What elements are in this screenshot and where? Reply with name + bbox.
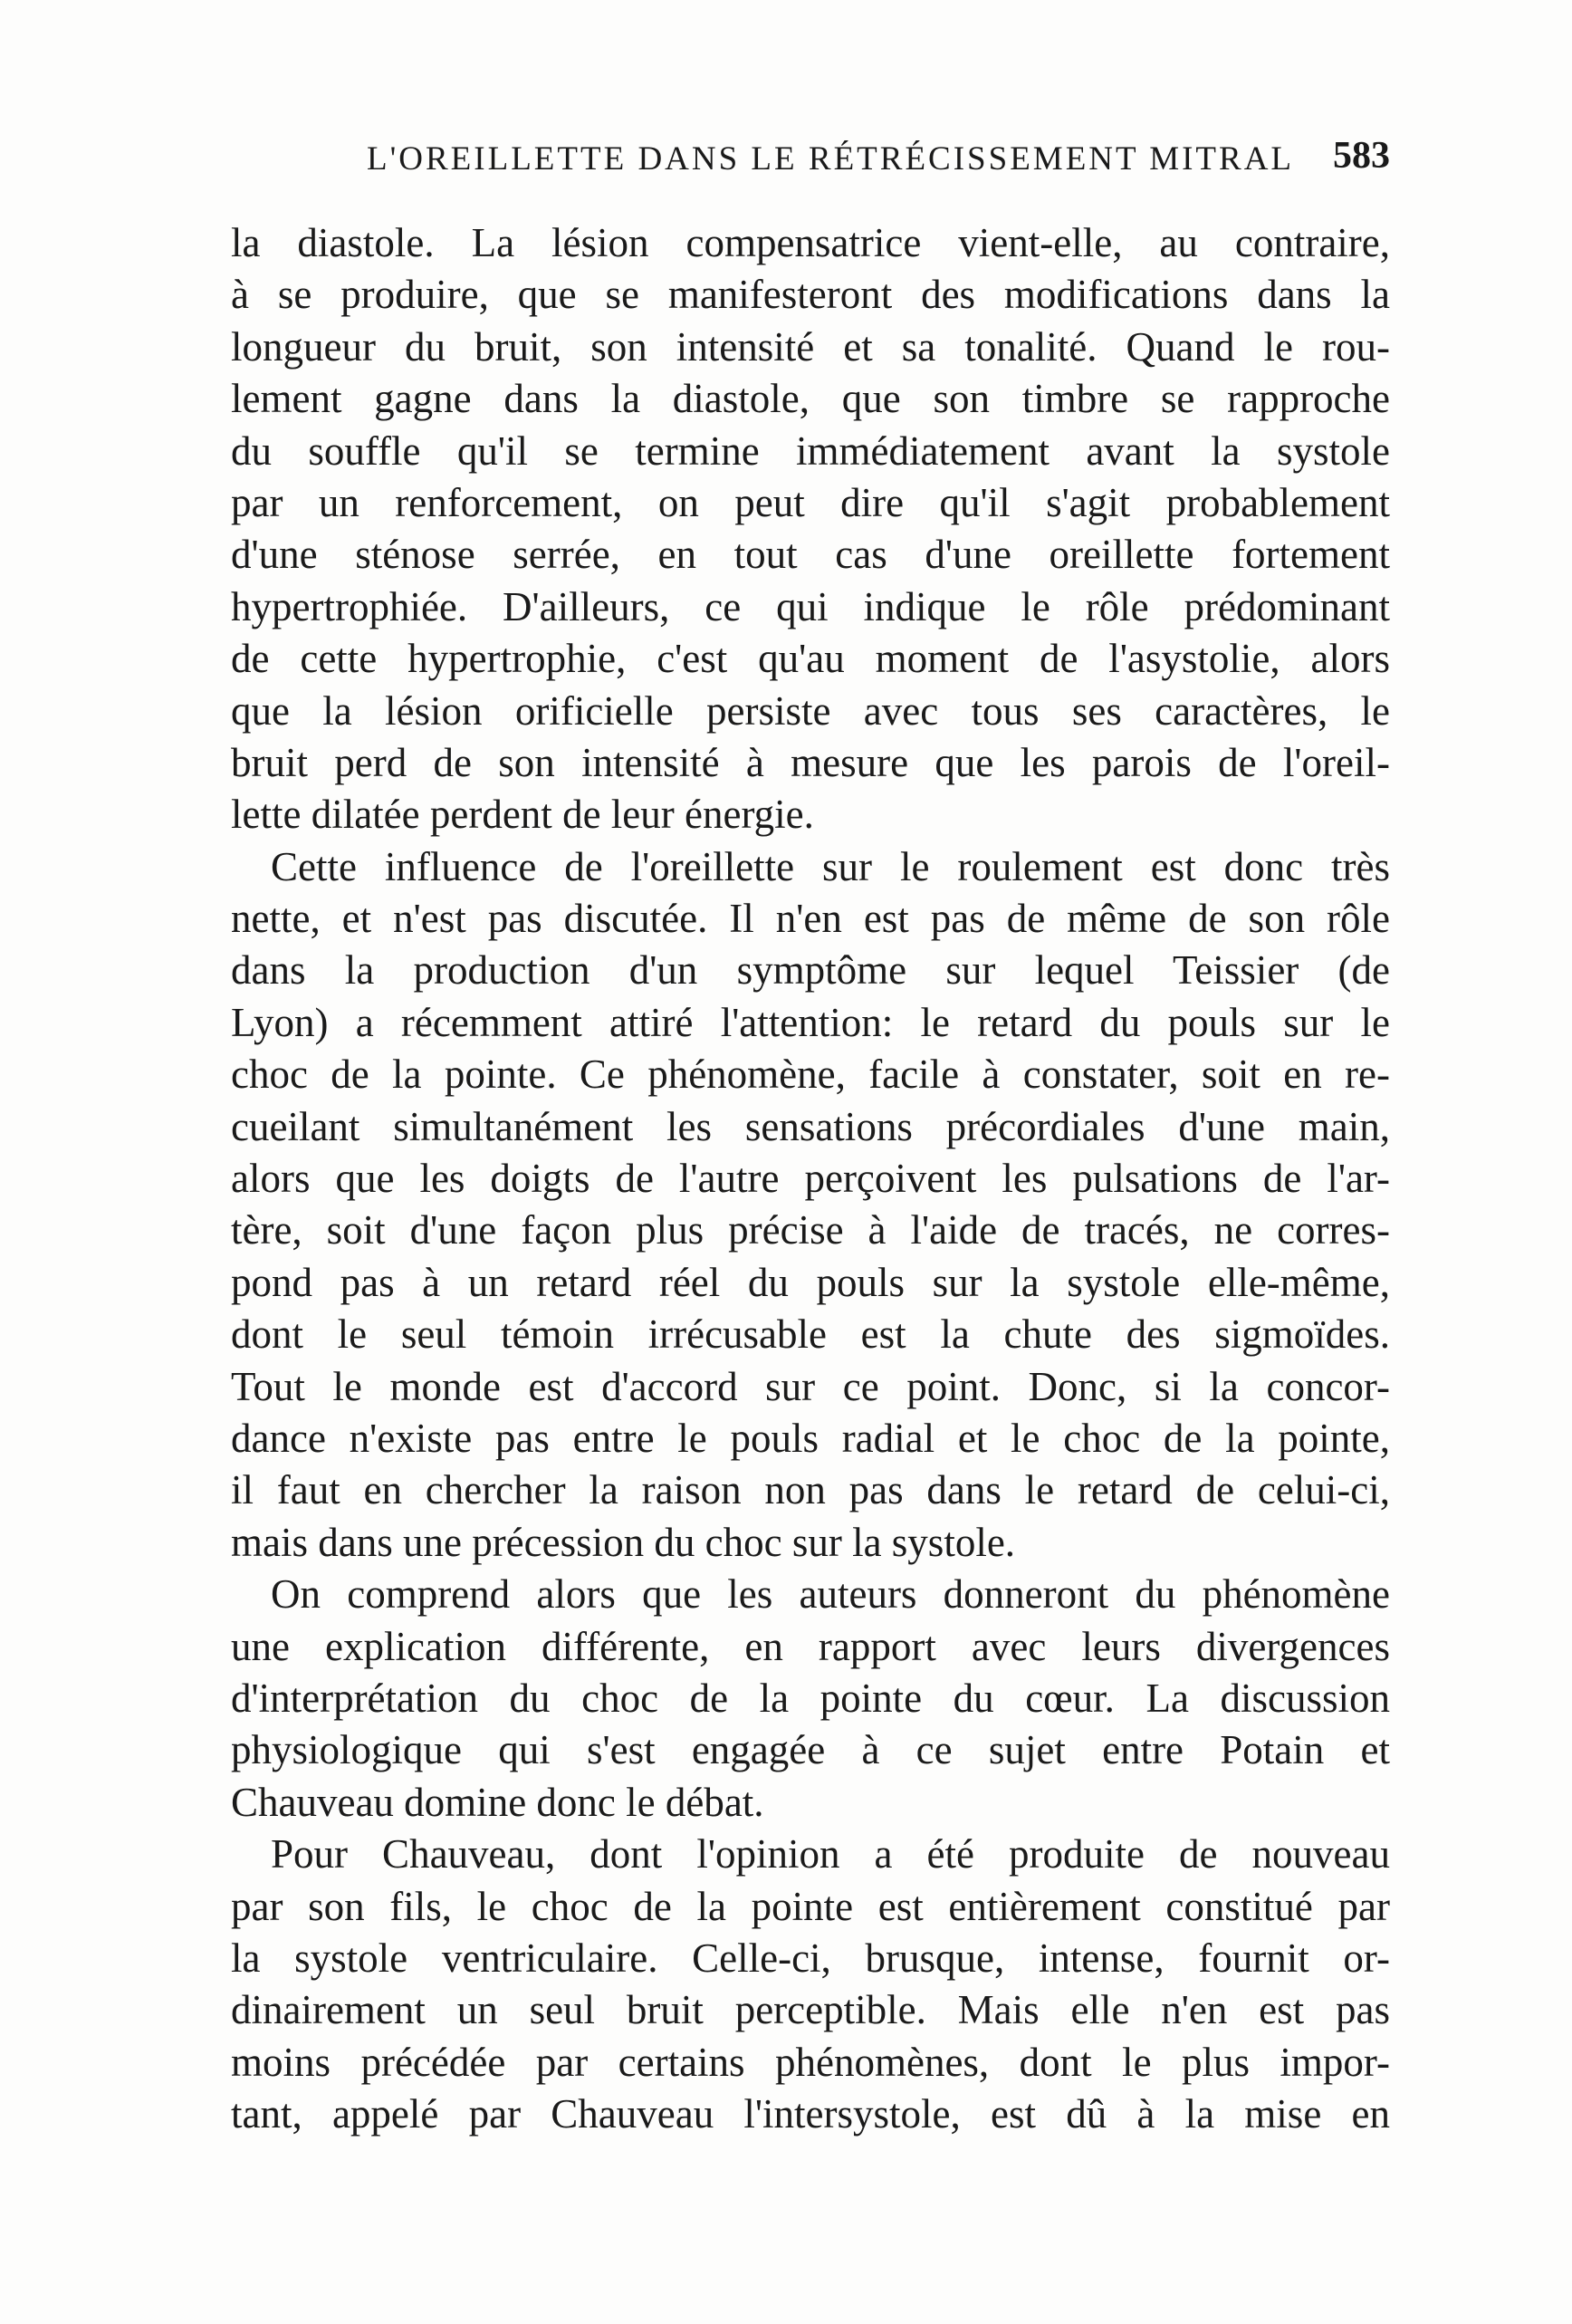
text-line: de cette hypertrophie, c'est qu'au moment de l'asystolie, alors — [231, 636, 1390, 682]
text-line: Pour Chauveau, dont l'opinion a été produite de nouveau — [271, 1831, 1390, 1877]
text-line: une explication différente, en rapport avec leurs divergences — [231, 1623, 1390, 1669]
text-line: dont le seul témoin irrécusable est la chute des sigmoïdes. — [231, 1311, 1390, 1358]
text-line: choc de la pointe. Ce phénomène, facile à constater, soit en re- — [231, 1052, 1390, 1098]
text-line: d'une sténose serrée, en tout cas d'une oreillette fortement — [231, 532, 1390, 578]
text-line: la diastole. La lésion compensatrice vient-elle, au contraire, — [231, 220, 1390, 265]
text-line: tère, soit d'une façon plus précise à l'aide de tracés, ne corres- — [231, 1207, 1390, 1253]
text-line: dans la production d'un symptôme sur lequel Teissier (de — [231, 947, 1390, 994]
text-line: nette, et n'est pas discutée. Il n'en est pas de même de son rôle — [231, 896, 1390, 942]
paragraph-1 — [231, 217, 1390, 841]
text-body — [231, 217, 1390, 2140]
text-line: du souffle qu'il se termine immédiatement avant la systole — [231, 427, 1390, 474]
text-line: dance n'existe pas entre le pouls radial et le choc de la pointe, — [231, 1415, 1390, 1461]
text-line: hypertrophiée. D'ailleurs, ce qui indique le rôle prédominant — [231, 583, 1390, 629]
text-line: la systole ventriculaire. Celle-ci, brusque, intense, fournit or- — [231, 1935, 1390, 1981]
text-line: longueur du bruit, son intensité et sa tonalité. Quand le rou- — [231, 323, 1390, 370]
text-line: Chauveau domine donc le débat. — [231, 1779, 764, 1825]
running-head — [231, 134, 1390, 188]
paragraph-2 — [231, 841, 1390, 1569]
text-line: dinairement un seul bruit perceptible. Mais elle n'en est pas — [231, 1987, 1390, 2033]
text-line: bruit perd de son intensité à mesure que les parois de l'oreil- — [231, 739, 1390, 785]
text-line: à se produire, que se manifesteront des modifications dans la — [231, 272, 1390, 318]
page-number: 583 — [1333, 135, 1390, 177]
paragraph-3 — [231, 1569, 1390, 1829]
text-line: lette dilatée perdent de leur énergie. — [231, 792, 814, 838]
text-line: Lyon) a récemment attiré l'attention: le retard du pouls sur le — [231, 999, 1390, 1045]
text-line: physiologique qui s'est engagée à ce sujet entre Potain et — [231, 1727, 1390, 1773]
text-line: cueilant simultanément les sensations précordiales d'une main, — [231, 1103, 1390, 1149]
text-line: Tout le monde est d'accord sur ce point. Donc, si la concor- — [231, 1363, 1390, 1409]
text-line: lement gagne dans la diastole, que son timbre se rapproche — [231, 376, 1390, 422]
text-line: par son fils, le choc de la pointe est entièrement constitué par — [231, 1883, 1390, 1929]
text-line: mais dans une précession du choc sur la systole. — [231, 1519, 1016, 1565]
text-line: il faut en chercher la raison non pas dans le retard de celui-ci, — [231, 1467, 1390, 1513]
text-line: moins précédée par certains phénomènes, dont le plus impor- — [231, 2039, 1390, 2085]
text-line: tant, appelé par Chauveau l'intersystole, est dû à la mise en — [231, 2091, 1390, 2137]
text-line: On comprend alors que les auteurs donneront du phénomène — [271, 1571, 1390, 1618]
text-line: par un renforcement, on peut dire qu'il s'agit probablement — [231, 479, 1390, 525]
text-line: alors que les doigts de l'autre perçoivent les pulsations de l'ar- — [231, 1156, 1390, 1202]
text-line: que la lésion orificielle persiste avec tous ses caractères, le — [231, 687, 1390, 734]
running-title: L'OREILLETTE DANS LE RÉTRÉCISSEMENT MITRAL — [367, 140, 1295, 178]
text-line: pond pas à un retard réel du pouls sur la systole elle-même, — [231, 1259, 1390, 1305]
text-line: Cette influence de l'oreillette sur le roulement est donc très — [271, 843, 1390, 889]
paragraph-4 — [231, 1829, 1390, 2140]
text-line: d'interprétation du choc de la pointe du cœur. La discussion — [231, 1675, 1390, 1721]
